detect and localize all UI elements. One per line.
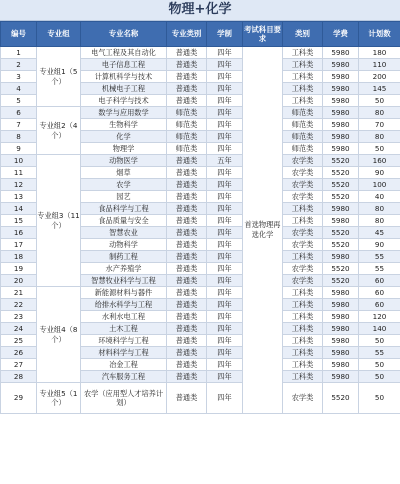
row-no: 2 — [1, 59, 37, 71]
row-no: 20 — [1, 275, 37, 287]
row-kind: 普通类 — [167, 47, 207, 59]
row-fee: 5980 — [323, 83, 359, 95]
row-type: 农学类 — [283, 227, 323, 239]
row-type: 工科类 — [283, 299, 323, 311]
row-major: 智慧牧业科学与工程 — [81, 275, 167, 287]
row-major: 化学 — [81, 131, 167, 143]
row-plan: 60 — [359, 275, 400, 287]
row-plan: 200 — [359, 71, 400, 83]
row-years: 四年 — [207, 323, 243, 335]
row-plan: 90 — [359, 167, 400, 179]
row-kind: 普通类 — [167, 155, 207, 167]
row-type: 农学类 — [283, 383, 323, 414]
table-body — [1, 47, 400, 414]
row-no: 7 — [1, 119, 37, 131]
row-kind: 普通类 — [167, 299, 207, 311]
row-major: 水利水电工程 — [81, 311, 167, 323]
row-fee: 5980 — [323, 119, 359, 131]
row-no: 27 — [1, 359, 37, 371]
row-plan: 90 — [359, 239, 400, 251]
row-plan: 120 — [359, 311, 400, 323]
row-no: 28 — [1, 371, 37, 383]
row-fee: 5520 — [323, 179, 359, 191]
row-plan: 160 — [359, 155, 400, 167]
row-plan: 50 — [359, 95, 400, 107]
row-major: 环境科学与工程 — [81, 335, 167, 347]
row-years: 四年 — [207, 227, 243, 239]
row-fee: 5520 — [323, 155, 359, 167]
table-row — [1, 47, 400, 59]
row-no: 13 — [1, 191, 37, 203]
row-type: 工科类 — [283, 335, 323, 347]
row-plan: 70 — [359, 119, 400, 131]
row-type: 工科类 — [283, 287, 323, 299]
header-requirement: 考试科目要求 — [243, 22, 283, 47]
row-no: 18 — [1, 251, 37, 263]
row-years: 四年 — [207, 59, 243, 71]
row-kind: 普通类 — [167, 203, 207, 215]
row-years: 四年 — [207, 335, 243, 347]
row-years: 五年 — [207, 155, 243, 167]
row-type: 工科类 — [283, 251, 323, 263]
row-fee: 5980 — [323, 107, 359, 119]
row-major: 材料科学与工程 — [81, 347, 167, 359]
row-no: 14 — [1, 203, 37, 215]
row-type: 工科类 — [283, 47, 323, 59]
row-no: 19 — [1, 263, 37, 275]
row-plan: 50 — [359, 371, 400, 383]
header-row — [1, 22, 400, 47]
row-kind: 普通类 — [167, 287, 207, 299]
row-years: 四年 — [207, 371, 243, 383]
row-kind: 师范类 — [167, 131, 207, 143]
row-plan: 100 — [359, 179, 400, 191]
row-no: 26 — [1, 347, 37, 359]
row-years: 四年 — [207, 143, 243, 155]
row-no: 11 — [1, 167, 37, 179]
row-years: 四年 — [207, 71, 243, 83]
row-fee: 5520 — [323, 191, 359, 203]
row-major: 给排水科学与工程 — [81, 299, 167, 311]
row-no: 15 — [1, 215, 37, 227]
row-no: 4 — [1, 83, 37, 95]
row-no: 3 — [1, 71, 37, 83]
row-type: 工科类 — [283, 371, 323, 383]
row-years: 四年 — [207, 95, 243, 107]
row-no: 10 — [1, 155, 37, 167]
row-kind: 普通类 — [167, 59, 207, 71]
header-major: 专业名称 — [81, 22, 167, 47]
row-plan: 55 — [359, 347, 400, 359]
group-cell: 专业组4（8个） — [37, 287, 81, 383]
row-no: 12 — [1, 179, 37, 191]
row-major: 智慧农业 — [81, 227, 167, 239]
row-type: 师范类 — [283, 119, 323, 131]
row-type: 工科类 — [283, 311, 323, 323]
row-years: 四年 — [207, 131, 243, 143]
row-fee: 5520 — [323, 263, 359, 275]
row-years: 四年 — [207, 287, 243, 299]
row-kind: 普通类 — [167, 179, 207, 191]
row-fee: 5520 — [323, 275, 359, 287]
row-fee: 5980 — [323, 215, 359, 227]
row-fee: 5980 — [323, 143, 359, 155]
row-no: 16 — [1, 227, 37, 239]
row-no: 21 — [1, 287, 37, 299]
row-fee: 5980 — [323, 71, 359, 83]
row-major: 新能源材料与器件 — [81, 287, 167, 299]
row-type: 农学类 — [283, 179, 323, 191]
row-fee: 5980 — [323, 95, 359, 107]
row-major: 动物医学 — [81, 155, 167, 167]
row-major: 农学（应用型人才培养计划） — [81, 383, 167, 414]
row-fee: 5980 — [323, 359, 359, 371]
row-major: 电子科学与技术 — [81, 95, 167, 107]
row-major: 水产养殖学 — [81, 263, 167, 275]
row-type: 工科类 — [283, 71, 323, 83]
row-plan: 50 — [359, 383, 400, 414]
row-type: 工科类 — [283, 359, 323, 371]
requirement-cell: 首选物理再选化学 — [243, 47, 283, 414]
header-group: 专业组 — [37, 22, 81, 47]
row-kind: 普通类 — [167, 251, 207, 263]
row-kind: 普通类 — [167, 359, 207, 371]
row-major: 冶金工程 — [81, 359, 167, 371]
row-kind: 普通类 — [167, 275, 207, 287]
header-kind: 专业类别 — [167, 22, 207, 47]
row-kind: 普通类 — [167, 383, 207, 414]
row-years: 四年 — [207, 383, 243, 414]
row-no: 1 — [1, 47, 37, 59]
row-years: 四年 — [207, 107, 243, 119]
row-major: 土木工程 — [81, 323, 167, 335]
row-plan: 80 — [359, 215, 400, 227]
row-years: 四年 — [207, 191, 243, 203]
row-fee: 5980 — [323, 347, 359, 359]
row-years: 四年 — [207, 179, 243, 191]
row-years: 四年 — [207, 299, 243, 311]
row-kind: 普通类 — [167, 227, 207, 239]
row-kind: 普通类 — [167, 191, 207, 203]
group-cell: 专业组1（5个） — [37, 47, 81, 107]
row-years: 四年 — [207, 167, 243, 179]
row-major: 食品质量与安全 — [81, 215, 167, 227]
row-no: 22 — [1, 299, 37, 311]
row-kind: 普通类 — [167, 167, 207, 179]
row-kind: 普通类 — [167, 323, 207, 335]
row-plan: 50 — [359, 359, 400, 371]
row-years: 四年 — [207, 203, 243, 215]
row-fee: 5980 — [323, 203, 359, 215]
row-major: 汽车服务工程 — [81, 371, 167, 383]
row-type: 工科类 — [283, 203, 323, 215]
row-type: 农学类 — [283, 275, 323, 287]
group-cell: 专业组2（4个） — [37, 107, 81, 155]
group-cell: 专业组3（11个） — [37, 155, 81, 287]
row-major: 生物科学 — [81, 119, 167, 131]
row-years: 四年 — [207, 47, 243, 59]
row-fee: 5980 — [323, 311, 359, 323]
row-type: 工科类 — [283, 347, 323, 359]
row-no: 6 — [1, 107, 37, 119]
row-major: 机械电子工程 — [81, 83, 167, 95]
row-kind: 普通类 — [167, 71, 207, 83]
row-years: 四年 — [207, 359, 243, 371]
row-plan: 80 — [359, 107, 400, 119]
header-fee: 学费 — [323, 22, 359, 47]
table-row — [1, 155, 400, 167]
row-fee: 5980 — [323, 335, 359, 347]
row-no: 17 — [1, 239, 37, 251]
row-kind: 普通类 — [167, 335, 207, 347]
row-years: 四年 — [207, 263, 243, 275]
row-plan: 50 — [359, 143, 400, 155]
row-years: 四年 — [207, 311, 243, 323]
row-years: 四年 — [207, 347, 243, 359]
row-type: 农学类 — [283, 167, 323, 179]
table-row — [1, 107, 400, 119]
row-plan: 45 — [359, 227, 400, 239]
row-plan: 55 — [359, 263, 400, 275]
row-years: 四年 — [207, 275, 243, 287]
row-no: 5 — [1, 95, 37, 107]
row-type: 师范类 — [283, 131, 323, 143]
row-kind: 普通类 — [167, 311, 207, 323]
plan-table — [0, 21, 400, 414]
row-type: 工科类 — [283, 95, 323, 107]
row-type: 师范类 — [283, 107, 323, 119]
row-type: 农学类 — [283, 191, 323, 203]
row-major: 计算机科学与技术 — [81, 71, 167, 83]
row-plan: 180 — [359, 47, 400, 59]
row-plan: 40 — [359, 191, 400, 203]
row-fee: 5980 — [323, 323, 359, 335]
row-plan: 80 — [359, 131, 400, 143]
row-type: 工科类 — [283, 59, 323, 71]
row-major: 数学与应用数学 — [81, 107, 167, 119]
row-years: 四年 — [207, 239, 243, 251]
row-type: 工科类 — [283, 323, 323, 335]
row-no: 25 — [1, 335, 37, 347]
row-fee: 5980 — [323, 287, 359, 299]
table-row — [1, 383, 400, 414]
row-kind: 师范类 — [167, 107, 207, 119]
row-kind: 普通类 — [167, 371, 207, 383]
row-fee: 5980 — [323, 131, 359, 143]
header-type: 类别 — [283, 22, 323, 47]
row-major: 动物科学 — [81, 239, 167, 251]
row-years: 四年 — [207, 83, 243, 95]
header-no: 编号 — [1, 22, 37, 47]
row-type: 工科类 — [283, 215, 323, 227]
row-major: 农学 — [81, 179, 167, 191]
row-fee: 5520 — [323, 167, 359, 179]
group-cell: 专业组5（1个） — [37, 383, 81, 414]
row-no: 23 — [1, 311, 37, 323]
row-type: 工科类 — [283, 83, 323, 95]
row-major: 制药工程 — [81, 251, 167, 263]
row-type: 农学类 — [283, 155, 323, 167]
row-fee: 5980 — [323, 299, 359, 311]
row-major: 物理学 — [81, 143, 167, 155]
row-kind: 普通类 — [167, 263, 207, 275]
row-no: 8 — [1, 131, 37, 143]
row-kind: 师范类 — [167, 143, 207, 155]
row-fee: 5980 — [323, 59, 359, 71]
row-kind: 普通类 — [167, 83, 207, 95]
row-plan: 60 — [359, 287, 400, 299]
row-major: 食品科学与工程 — [81, 203, 167, 215]
row-fee: 5980 — [323, 371, 359, 383]
row-kind: 普通类 — [167, 95, 207, 107]
row-kind: 普通类 — [167, 215, 207, 227]
row-fee: 5520 — [323, 383, 359, 414]
row-no: 24 — [1, 323, 37, 335]
row-kind: 师范类 — [167, 119, 207, 131]
header-plan: 计划数 — [359, 22, 400, 47]
row-fee: 5980 — [323, 47, 359, 59]
header-years: 学制 — [207, 22, 243, 47]
row-plan: 140 — [359, 323, 400, 335]
row-fee: 5520 — [323, 239, 359, 251]
row-plan: 50 — [359, 335, 400, 347]
row-years: 四年 — [207, 119, 243, 131]
table-row — [1, 287, 400, 299]
row-plan: 55 — [359, 251, 400, 263]
row-fee: 5980 — [323, 251, 359, 263]
row-plan: 60 — [359, 299, 400, 311]
row-type: 师范类 — [283, 143, 323, 155]
row-type: 农学类 — [283, 239, 323, 251]
row-major: 园艺 — [81, 191, 167, 203]
row-kind: 普通类 — [167, 239, 207, 251]
row-plan: 145 — [359, 83, 400, 95]
row-plan: 80 — [359, 203, 400, 215]
row-years: 四年 — [207, 251, 243, 263]
row-type: 农学类 — [283, 263, 323, 275]
row-years: 四年 — [207, 215, 243, 227]
row-fee: 5520 — [323, 227, 359, 239]
row-major: 烟草 — [81, 167, 167, 179]
row-no: 29 — [1, 383, 37, 414]
row-major: 电气工程及其自动化 — [81, 47, 167, 59]
page-title: 物理+化学 — [0, 0, 400, 21]
row-major: 电子信息工程 — [81, 59, 167, 71]
row-plan: 110 — [359, 59, 400, 71]
row-no: 9 — [1, 143, 37, 155]
row-kind: 普通类 — [167, 347, 207, 359]
